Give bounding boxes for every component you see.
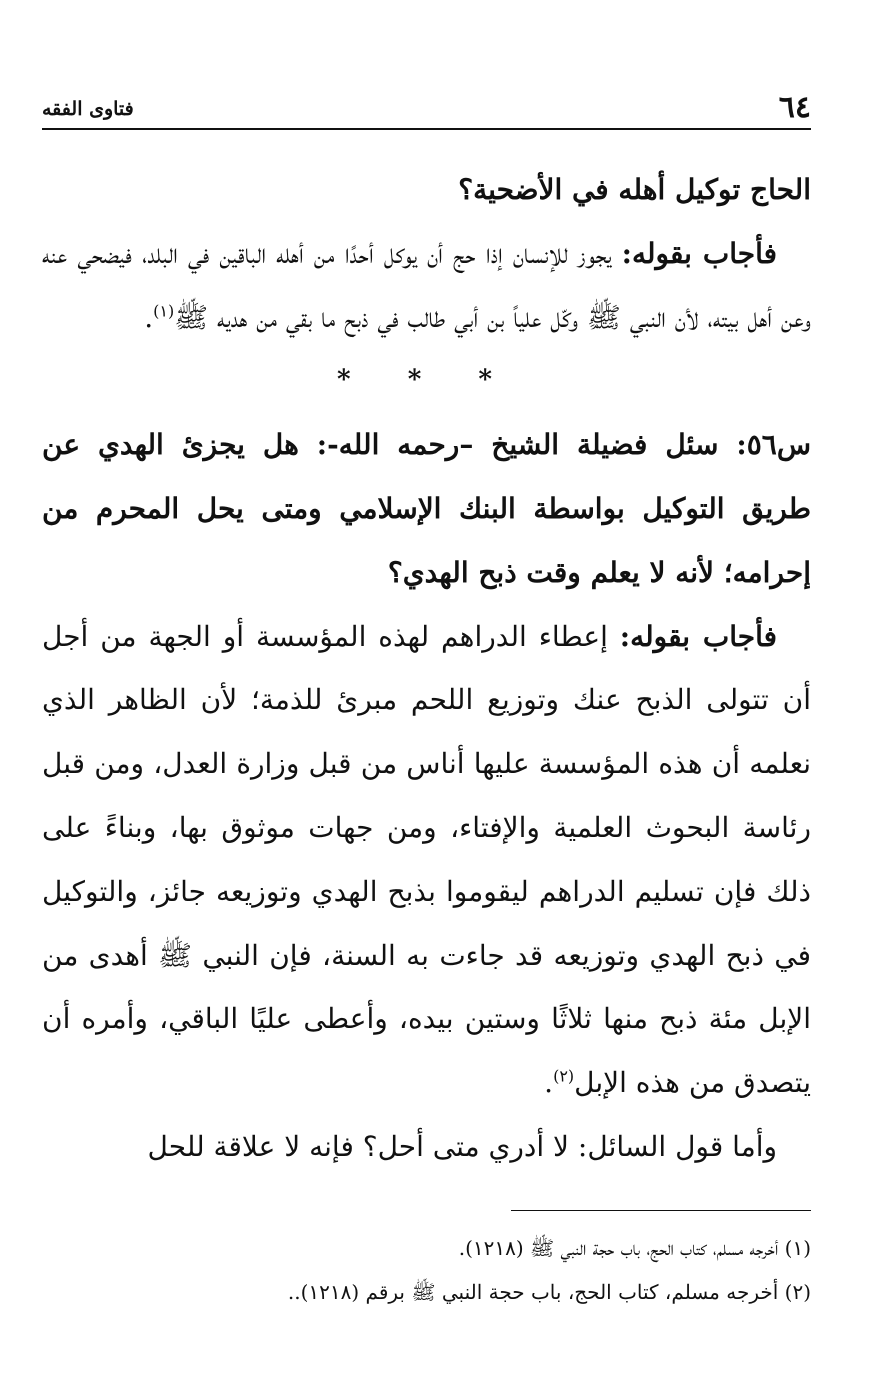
answer-lead: فأجاب بقوله:: [619, 619, 777, 653]
answer-lead: فأجاب بقوله:: [621, 236, 778, 270]
answer-end: .: [544, 1066, 554, 1100]
section-separator: * * *: [337, 365, 516, 396]
answer-paragraph-1: [42, 222, 811, 350]
footnotes: [42, 1226, 811, 1314]
answer-text: إعطاء الدراهم لهذه المؤسسة أو الجهة من أجل أن تتولى الذبح عنك وتوزيع اللحم مبرئ للذمة؛ لأن الظاهر الذي نعلمه أن هذه المؤسسة عليها أناس من قبل وزارة العدل، ومن قبل رئاسة البحوث العلمية والإفتاء، ومن جهات موثوق بها، وبناءً على ذلك فإن تسليم الدراهم ليقوموا بذبح الهدي وتوزيعه جائز، والتوكيل في ذبح الهدي وتوزيعه قد جاءت به السنة، فإن النبي ﷺ أهدى من الإبل مئة ذبح منها ثلاثًا وستين بيده، وأعطى عليًا الباقي، وأمره أن يتصدق من هذه الإبل: [42, 619, 811, 1100]
answer-paragraph-3: وأما قول السائل: لا أدري متى أحل؟ فإنه لا علاقة للحل: [147, 1129, 777, 1163]
answer-text: يجوز للإنسان إذا حج أن يوكل أحدًا من أهله الباقين في البلد، فيضحي عنه وعن أهل بيته، لأن النبي ﷺ وكّل علياً بن أبي طالب في ذبح ما بقي من هديه ﷺ: [42, 236, 811, 334]
answer-end: .: [144, 300, 154, 334]
footnote-ref-2: (٢): [553, 1066, 575, 1086]
footnote-2: (٢) أخرجه مسلم، كتاب الحج، باب حجة النبي ﷺ برقم (١٢١٨)..: [287, 1280, 811, 1304]
page-number: ٦٤: [778, 90, 811, 125]
question-continuation: الحاج توكيل أهله في الأضحية؟: [458, 173, 811, 206]
running-title: فتاوى الفقه: [42, 98, 134, 120]
footnote-divider: [511, 1210, 811, 1211]
footnote-1: (١) أخرجه مسلم، كتاب الحج، باب حجة النبي ﷺ (١٢١٨).: [458, 1236, 811, 1260]
page-header: [42, 90, 811, 130]
footnote-ref-1: (١): [153, 301, 175, 321]
answer-paragraph-2: [42, 605, 811, 1115]
page-body: [42, 158, 811, 1179]
question-56: س٥٦: سئل فضيلة الشيخ –رحمه الله-: هل يجزئ الهدي عن طريق التوكيل بواسطة البنك الإسلامي ومتى يحل المحرم من إحرامه؛ لأنه لا يعلم وقت ذبح الهدي؟: [42, 428, 811, 589]
